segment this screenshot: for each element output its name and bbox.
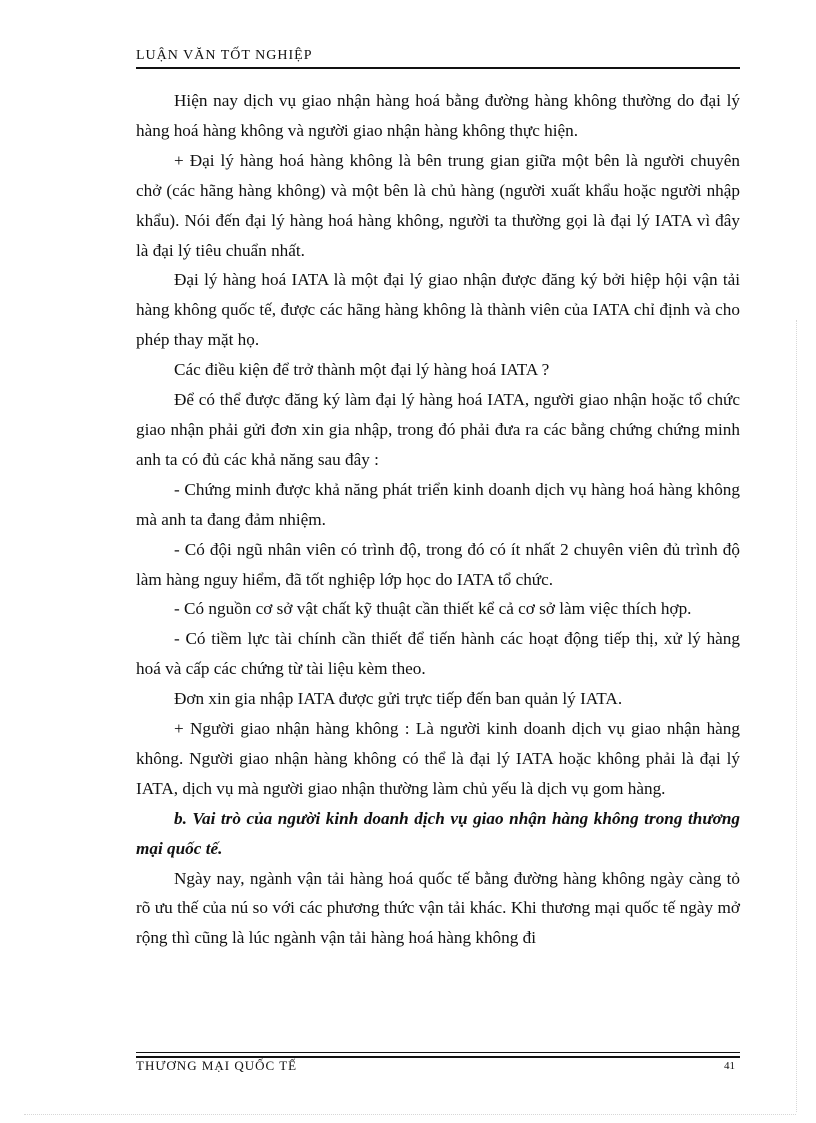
list-item: - Có nguồn cơ sở vật chất kỹ thuật cần thiết kể cả cơ sở làm việc thích hợp. xyxy=(174,599,692,619)
paragraph: Hiện nay dịch vụ giao nhận hàng hoá bằng đường hàng không thường do đại lý hàng hoá hàng không và người giao nhận hàng không thực hiện. xyxy=(136,91,740,140)
list-item: - Chứng minh được khả năng phát triển kinh doanh dịch vụ hàng hoá hàng không mà anh ta đang đảm nhiệm. xyxy=(136,479,740,529)
paragraph: Các điều kiện để trở thành một đại lý hàng hoá IATA ? xyxy=(174,360,550,380)
section-heading: b. Vai trò của người kinh doanh dịch vụ giao nhận hàng không trong thương mại quốc tế. xyxy=(136,808,740,858)
paragraph: Đơn xin gia nhập IATA được gửi trực tiếp đến ban quản lý IATA. xyxy=(174,689,623,709)
document-body xyxy=(136,86,740,953)
running-header-title: LUẬN VĂN TỐT NGHIỆP xyxy=(136,48,313,63)
paragraph: Để có thể được đăng ký làm đại lý hàng hoá IATA, người giao nhận hoặc tổ chức giao nhận phải gửi đơn xin gia nhập, trong đó phải đưa ra các bằng chứng chứng minh anh ta có đủ các khả năng sau đây : xyxy=(136,390,740,469)
page-border-right xyxy=(796,320,797,1112)
header-rule xyxy=(136,67,740,69)
footer-rule-thin xyxy=(136,1052,740,1053)
list-item: - Có đội ngũ nhân viên có trình độ, trong đó có ít nhất 2 chuyên viên đủ trình độ làm hàng nguy hiểm, đã tốt nghiệp lớp học do IATA tổ chức. xyxy=(136,539,740,589)
list-item: - Có tiềm lực tài chính cần thiết để tiến hành các hoạt động tiếp thị, xử lý hàng hoá và cấp các chứng từ tài liệu kèm theo. xyxy=(136,629,740,679)
paragraph: + Người giao nhận hàng không : Là người kinh doanh dịch vụ giao nhận hàng không. Người giao nhận hàng không có thể là đại lý IATA hoặc không phải là đại lý IATA, dịch vụ mà người giao nhận thường làm chủ yếu là dịch vụ gom hàng. xyxy=(136,719,740,798)
paragraph: + Đại lý hàng hoá hàng không là bên trung gian giữa một bên là người chuyên chở (các hãng hàng không) và một bên là chủ hàng (người xuất khẩu hoặc người nhập khẩu). Nói đến đại lý hàng hoá hàng không, người ta thường gọi là đại lý IATA vì đây là đại lý tiêu chuẩn nhất. xyxy=(136,150,740,260)
paragraph: Đại lý hàng hoá IATA là một đại lý giao nhận được đăng ký bởi hiệp hội vận tải hàng không quốc tế, được các hãng hàng không là thành viên của IATA chỉ định và cho phép thay mặt họ. xyxy=(136,270,740,350)
running-footer-title: THƯƠNG MẠI QUỐC TẾ xyxy=(136,1058,298,1073)
page-border-bottom xyxy=(24,1114,796,1115)
paragraph: Ngày nay, ngành vận tải hàng hoá quốc tế bằng đường hàng không ngày càng tỏ rõ ưu thế của nú so với các phương thức vận tải khác. Khi thương mại quốc tế ngày mở rộng thì cũng là lúc ngành vận tải hàng hoá hàng không đi xyxy=(136,868,740,948)
page-number: 41 xyxy=(724,1060,735,1072)
